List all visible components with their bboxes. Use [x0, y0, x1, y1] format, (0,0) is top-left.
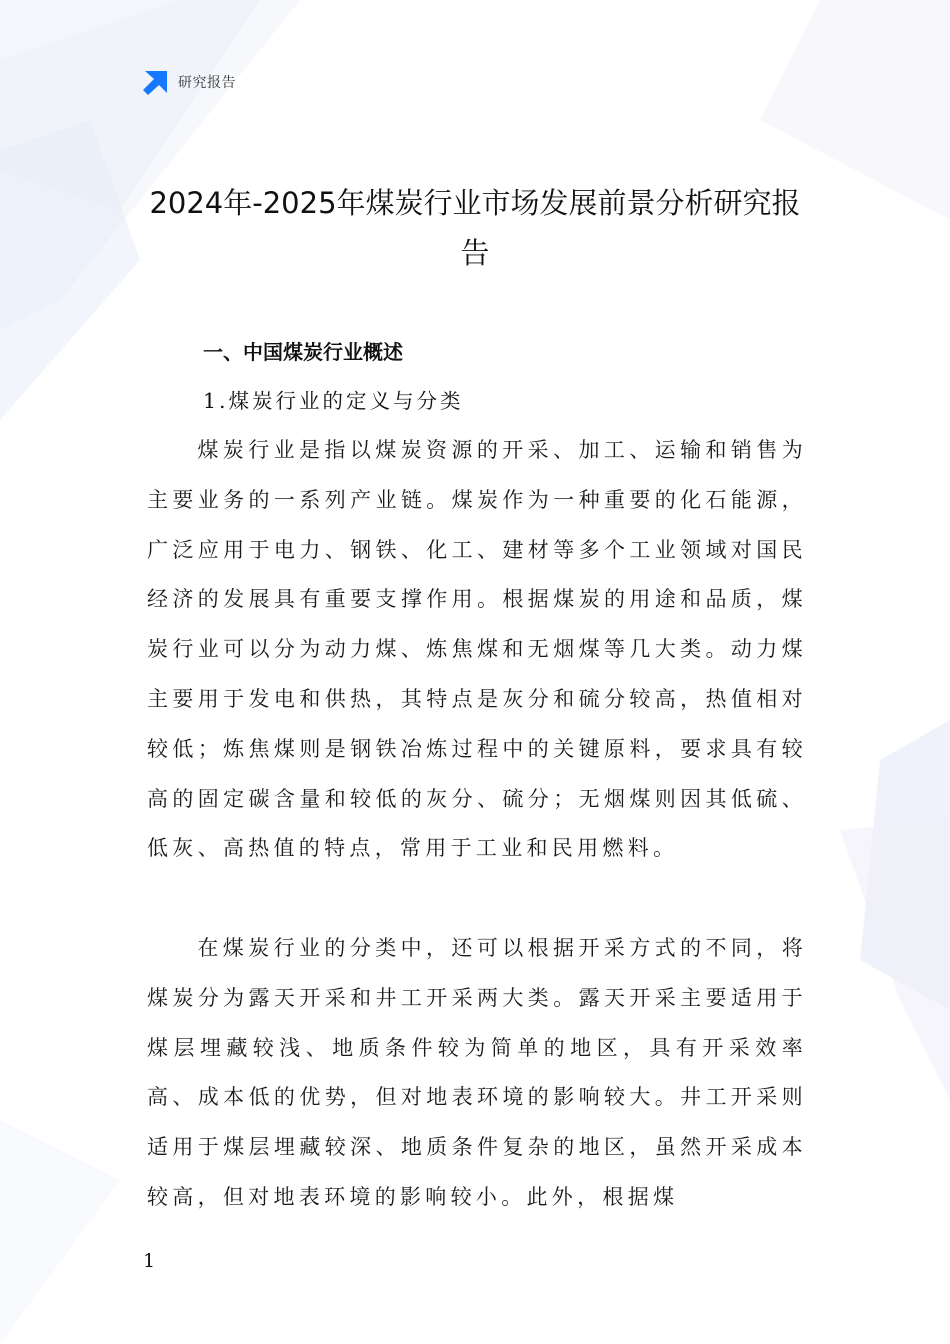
- body-paragraph: 在煤炭行业的分类中，还可以根据开采方式的不同，将煤炭分为露天开采和井工开采两大类。露天开采主要适用于煤层埋藏较浅、地质条件较为简单的地区，具有开采效率高、成本低的优势，但对地表环境的影响较大。井工开采则适用于煤层埋藏较深、地质条件复杂的地区，虽然开采成本较高，但对地表环境的影响较小。此外，根据煤: [147, 936, 807, 1209]
- arrow-up-right-icon: [143, 69, 169, 95]
- report-type-label: 研究报告: [178, 75, 236, 91]
- section-heading: 一、中国煤炭行业概述: [203, 340, 403, 364]
- body-paragraph: 煤炭行业是指以煤炭资源的开采、加工、运输和销售为主要业务的一系列产业链。煤炭作为一种重要的化石能源，广泛应用于电力、钢铁、化工、建材等多个工业领域对国民经济的发展具有重要支撑作用。根据煤炭的用途和品质，煤炭行业可以分为动力煤、炼焦煤和无烟煤等几大类。动力煤主要用于发电和供热，其特点是灰分和硫分较高，热值相对较低；炼焦煤则是钢铁冶炼过程中的关键原料，要求具有较高的固定碳含量和较低的灰分、硫分；无烟煤则因其低硫、低灰、高热值的特点，常用于工业和民用燃料。: [147, 438, 807, 861]
- page-number: 1: [143, 1250, 156, 1272]
- document-header: [143, 68, 236, 96]
- document-title: 2024年-2025年煤炭行业市场发展前景分析研究报告: [149, 186, 801, 270]
- sub-heading: 1.煤炭行业的定义与分类: [203, 389, 464, 413]
